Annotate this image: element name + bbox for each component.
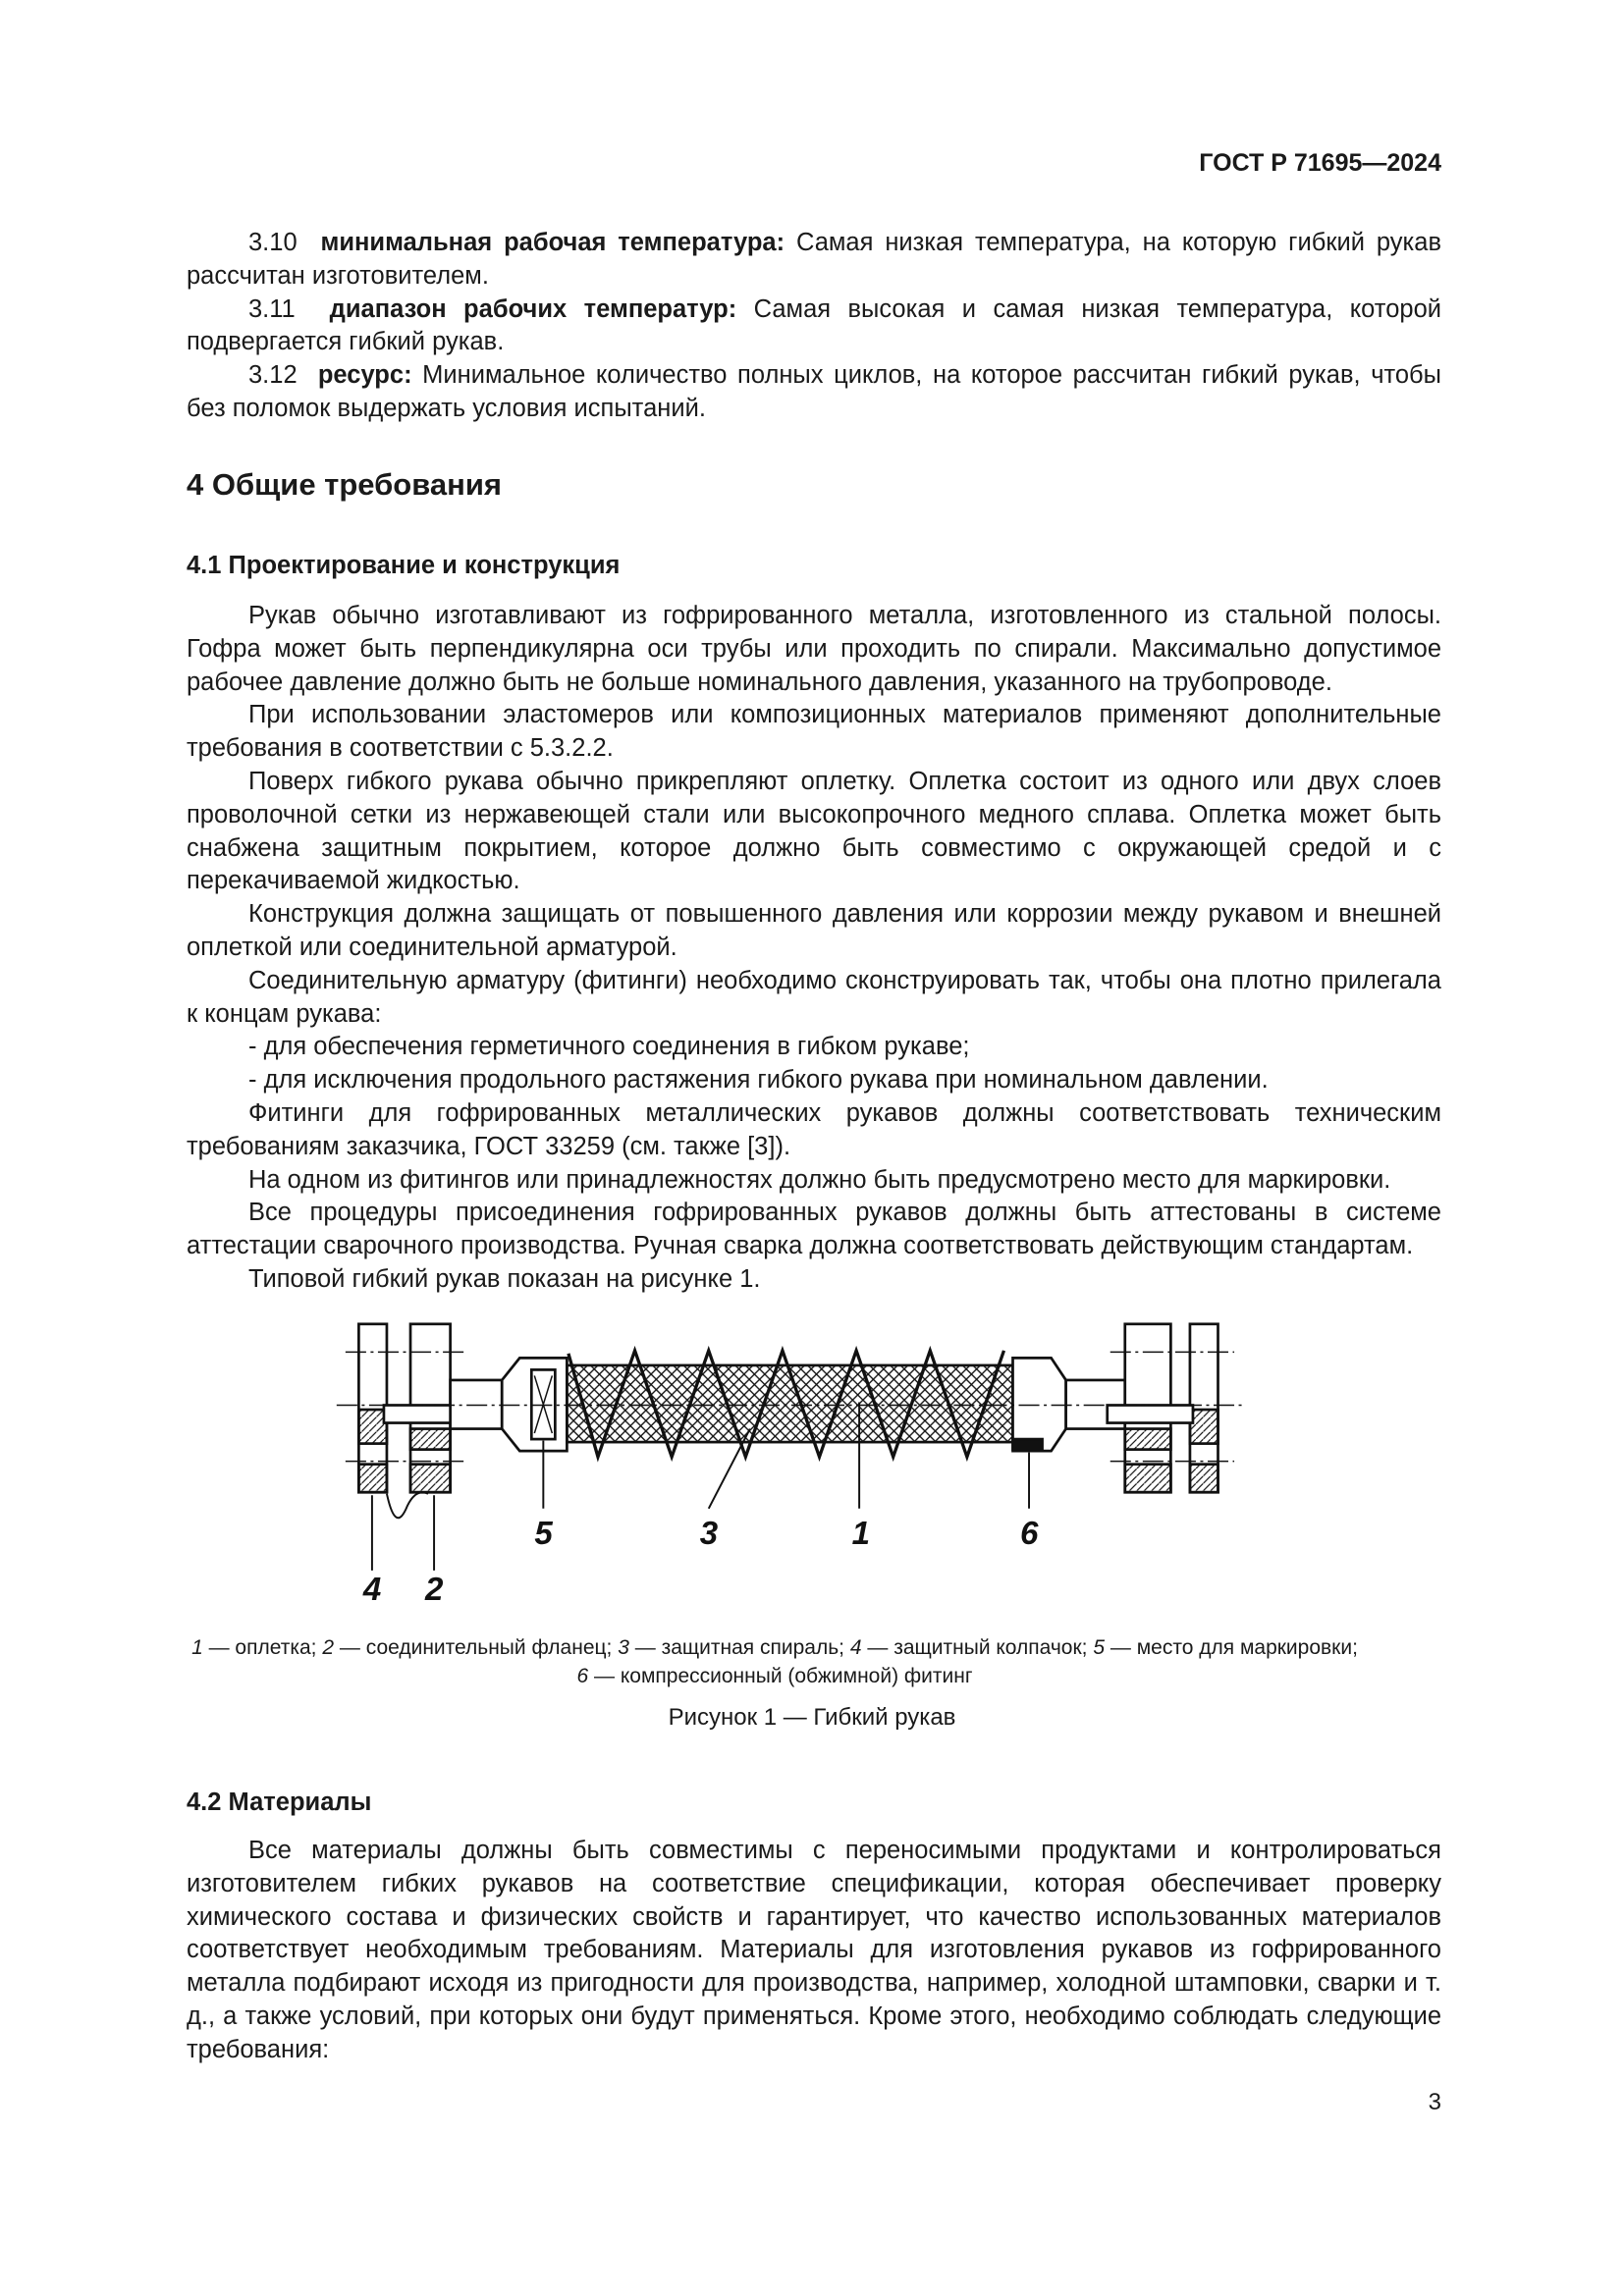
legend-number: 5 bbox=[1093, 1636, 1106, 1659]
definition-number: 3.11 bbox=[248, 294, 296, 323]
paragraph: Рукав обычно изготавливают из гофрированного металла, изготовленного из стальной полосы. Гофра может быть перпендикулярна оси трубы или проходить по спирали. Максимально допустимое рабочее давление должно быть не больше номинального давления, указанного на трубопроводе. bbox=[187, 602, 1441, 696]
paragraph: На одном из фитингов или принадлежностях должно быть предусмотрено место для маркировки. bbox=[248, 1165, 1391, 1194]
definition-text: Самая высокая и самая низкая температура, которой подвергается гибкий рукав. bbox=[187, 294, 1441, 356]
legend-text: — оплетка; bbox=[208, 1636, 317, 1659]
legend-text: — соединительный фланец; bbox=[339, 1636, 613, 1659]
paragraph: Поверх гибкого рукава обычно прикрепляют оплетку. Оплетка состоит из одного или двух слоев проволочной сетки из нержавеющей стали или высокопрочного медного сплава. Оплетка может быть снабжена защитным покрытием, которое должно быть совместимо с окружающей средой и с перекачиваемой жидкостью. bbox=[187, 767, 1441, 895]
section-4-1-heading: 4.1 Проектирование и конструкция bbox=[187, 552, 621, 579]
definition-number: 3.12 bbox=[248, 361, 298, 390]
paragraph: Все процедуры присоединения гофрированных рукавов должны быть аттестованы в системе аттестации сварочного производства. Ручная сварка должна соответствовать действующим стандартам. bbox=[187, 1199, 1441, 1260]
list-item: - для исключения продольного растяжения гибкого рукава при номинальном давлении. bbox=[248, 1066, 1269, 1095]
callout-label-3: 3 bbox=[699, 1515, 719, 1552]
paragraph: Все материалы должны быть совместимы с переносимыми продуктами и контролироваться изготовителем гибких рукавов на соответствие спецификации, которая обеспечивает проверку химического состава и физических свойств и гарантирует, что качество использованных материалов соответствует необходимым требованиям. Материалы для изготовления рукавов из гофрированного металла подбирают исходя из пригодности для производства, например, холодной штамповки, сварки и т. д., а также условий, при которых они будут применяться. Кроме этого, необходимо соблюдать следующие требования: bbox=[187, 1837, 1441, 2063]
callout-label-6: 6 bbox=[1020, 1515, 1039, 1552]
legend-number: 3 bbox=[618, 1636, 629, 1659]
legend-number: 1 bbox=[191, 1636, 203, 1659]
definition-text: Самая низкая температура, на которую гибкий рукав рассчитан изготовителем. bbox=[187, 229, 1441, 290]
legend-text: — компрессионный (обжимной) фитинг bbox=[594, 1665, 973, 1687]
paragraph: Типовой гибкий рукав показан на рисунке 1. bbox=[248, 1264, 761, 1293]
section-4-2-body bbox=[187, 1835, 1441, 2067]
definition-term: ресурс: bbox=[317, 361, 412, 390]
legend-number: 6 bbox=[576, 1665, 589, 1687]
callout-label-2: 2 bbox=[425, 1571, 444, 1608]
callout-label-1: 1 bbox=[851, 1515, 871, 1552]
figure-caption: Рисунок 1 — Гибкий рукав bbox=[668, 1704, 956, 1731]
braid bbox=[567, 1365, 1012, 1442]
list-item: - для обеспечения герметичного соединения в гибком рукаве; bbox=[248, 1033, 970, 1061]
figure-legend bbox=[108, 1633, 1441, 1690]
callout-label-4: 4 bbox=[362, 1571, 382, 1608]
page-number: 3 bbox=[1428, 2089, 1441, 2115]
legend-text: — защитная спираль; bbox=[634, 1636, 844, 1659]
definition-text: Минимальное количество полных циклов, на которое рассчитан гибкий рукав, чтобы без поломок выдержать условия испытаний. bbox=[187, 361, 1441, 422]
legend-text: — место для маркировки; bbox=[1110, 1636, 1358, 1659]
paragraph: Соединительную арматуру (фитинги) необходимо сконструировать так, чтобы она плотно прилегала к концам рукава: bbox=[187, 966, 1441, 1028]
definition-number: 3.10 bbox=[248, 229, 298, 256]
document-header: ГОСТ Р 71695—2024 bbox=[1199, 149, 1441, 177]
definition-term: минимальная рабочая температура: bbox=[320, 229, 785, 256]
legend-text: — защитный колпачок; bbox=[867, 1636, 1088, 1659]
paragraph: Фитинги для гофрированных металлических рукавов должны соответствовать техническим требованиям заказчика, ГОСТ 33259 (см. также [3]). bbox=[187, 1098, 1441, 1160]
callout-label-5: 5 bbox=[534, 1515, 553, 1552]
section-4-2-heading: 4.2 Материалы bbox=[187, 1789, 372, 1816]
section-4-heading: 4 Общие требования bbox=[187, 467, 502, 502]
paragraph: Конструкция должна защищать от повышенного давления или коррозии между рукавом и внешней оплеткой или соединительной арматурой. bbox=[187, 900, 1441, 961]
legend-number: 2 bbox=[322, 1636, 335, 1659]
definition-term: диапазон рабочих температур: bbox=[329, 294, 737, 323]
legend-number: 4 bbox=[849, 1636, 862, 1659]
paragraph: При использовании эластомеров или композиционных материалов применяют дополнительные требования в соответствии с 5.3.2.2. bbox=[187, 701, 1441, 763]
